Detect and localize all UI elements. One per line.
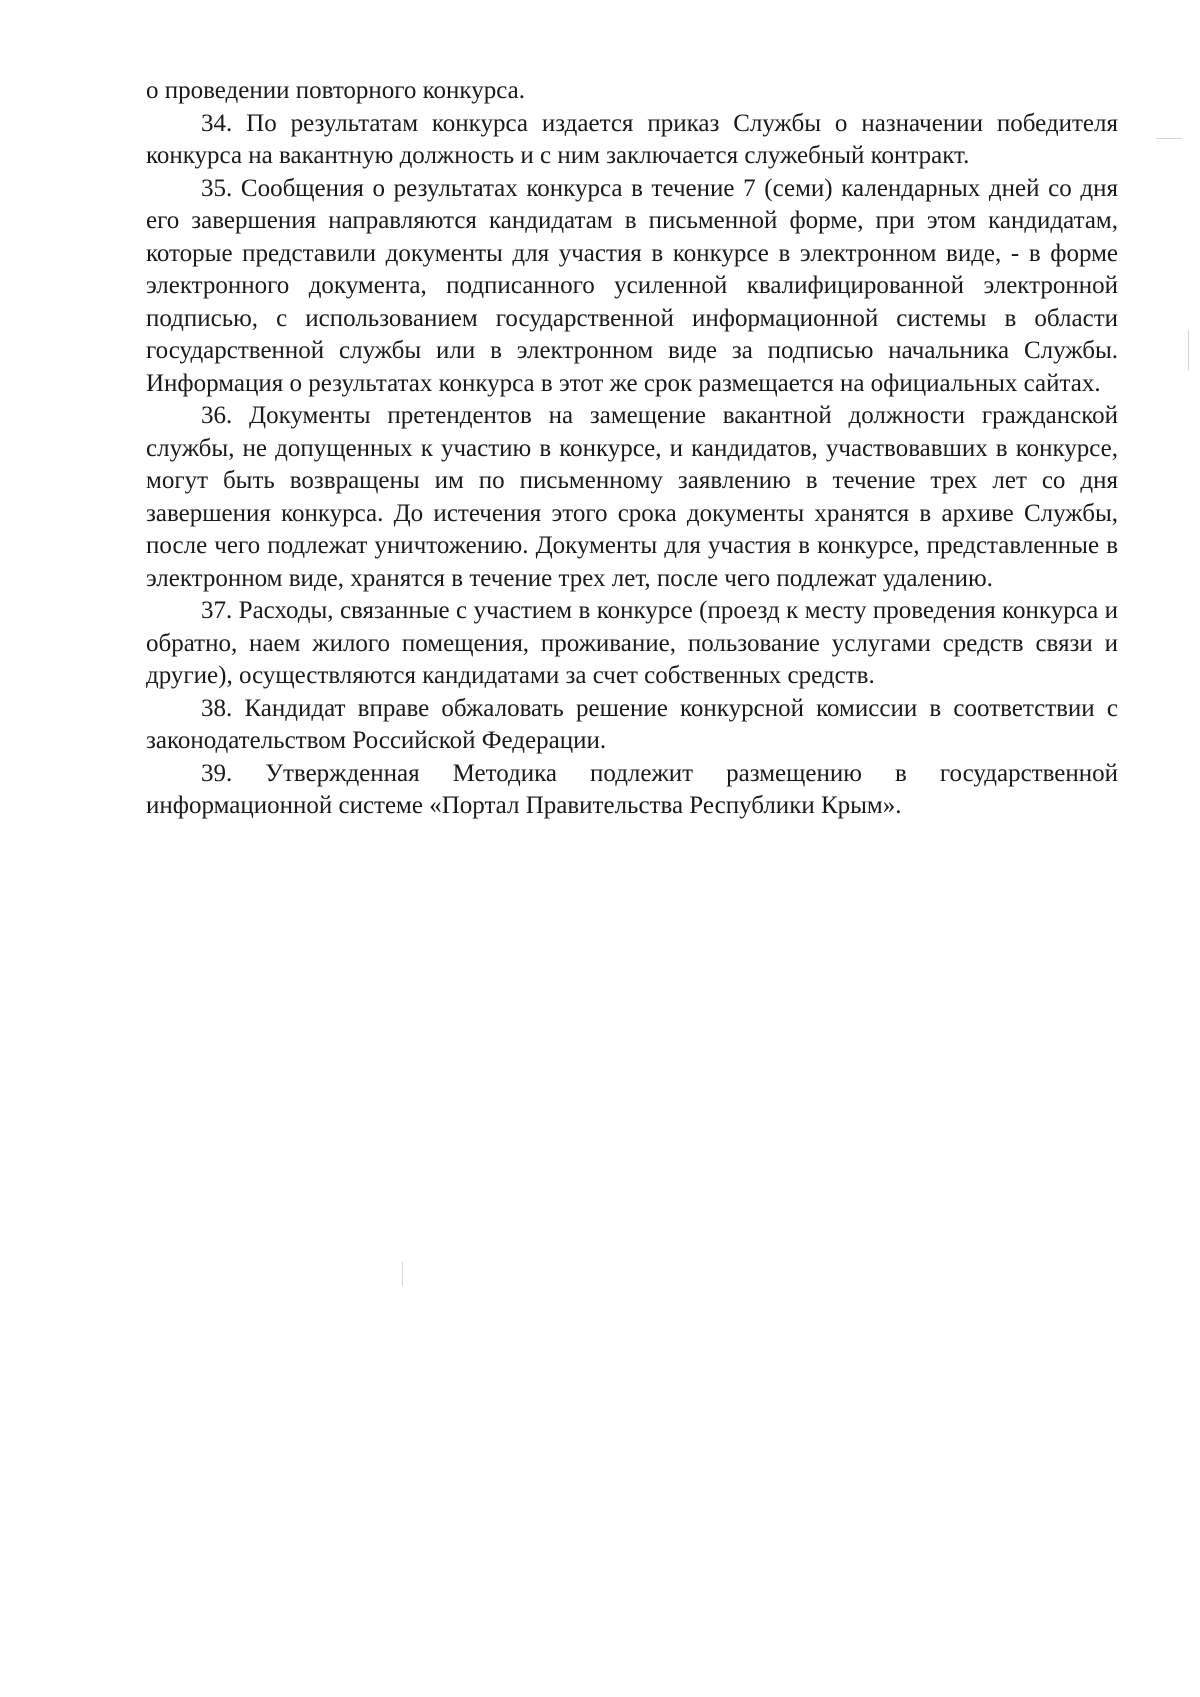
scan-artifact-right-edge (1188, 330, 1189, 370)
paragraph-36: 36. Документы претендентов на замещение вакантной должности гражданской службы, не допущенных к участию в конкурсе, и кандидатов, участвовавших в конкурсе, могут быть возвращены им по письменному заявлению в течение трех лет со дня завершения конкурса. До истечения этого срока документы хранятся в архиве Службы, после чего подлежат уничтожению. Документы для участия в конкурсе, представленные в электронном виде, хранятся в течение трех лет, после чего подлежат удалению. (146, 402, 1118, 592)
scan-artifact-center (402, 1262, 403, 1286)
paragraph-continuation: о проведении повторного конкурса. (146, 77, 525, 104)
paragraph-34: 34. По результатам конкурса издается приказ Службы о назначении победителя конкурса на вакантную должность и с ним заключается служебный контракт. (146, 109, 1118, 169)
paragraph-38: 38. Кандидат вправе обжаловать решение конкурсной комиссии в соответствии с законодательством Российской Федерации. (146, 694, 1118, 754)
scan-artifact-right-top (1156, 138, 1182, 139)
document-body (146, 75, 1118, 823)
paragraph-37: 37. Расходы, связанные с участием в конкурсе (проезд к месту проведения конкурса и обратно, наем жилого помещения, проживание, пользование услугами средств связи и другие), осуществляются кандидатами за счет собственных средств. (146, 597, 1118, 689)
paragraph-35: 35. Сообщения о результатах конкурса в течение 7 (семи) календарных дней со дня его завершения направляются кандидатам в письменной форме, при этом кандидатам, которые представили документы для участия в конкурсе в электронном виде, - в форме электронного документа, подписанного усиленной квалифицированной электронной подписью, с использованием государственной информационной системы в области государственной службы или в электронном виде за подписью начальника Службы. Информация о результатах конкурса в этот же срок размещается на официальных сайтах. (146, 174, 1118, 397)
paragraph-39: 39. Утвержденная Методика подлежит размещению в государственной информационной системе «Портал Правительства Республики Крым». (146, 759, 1118, 819)
